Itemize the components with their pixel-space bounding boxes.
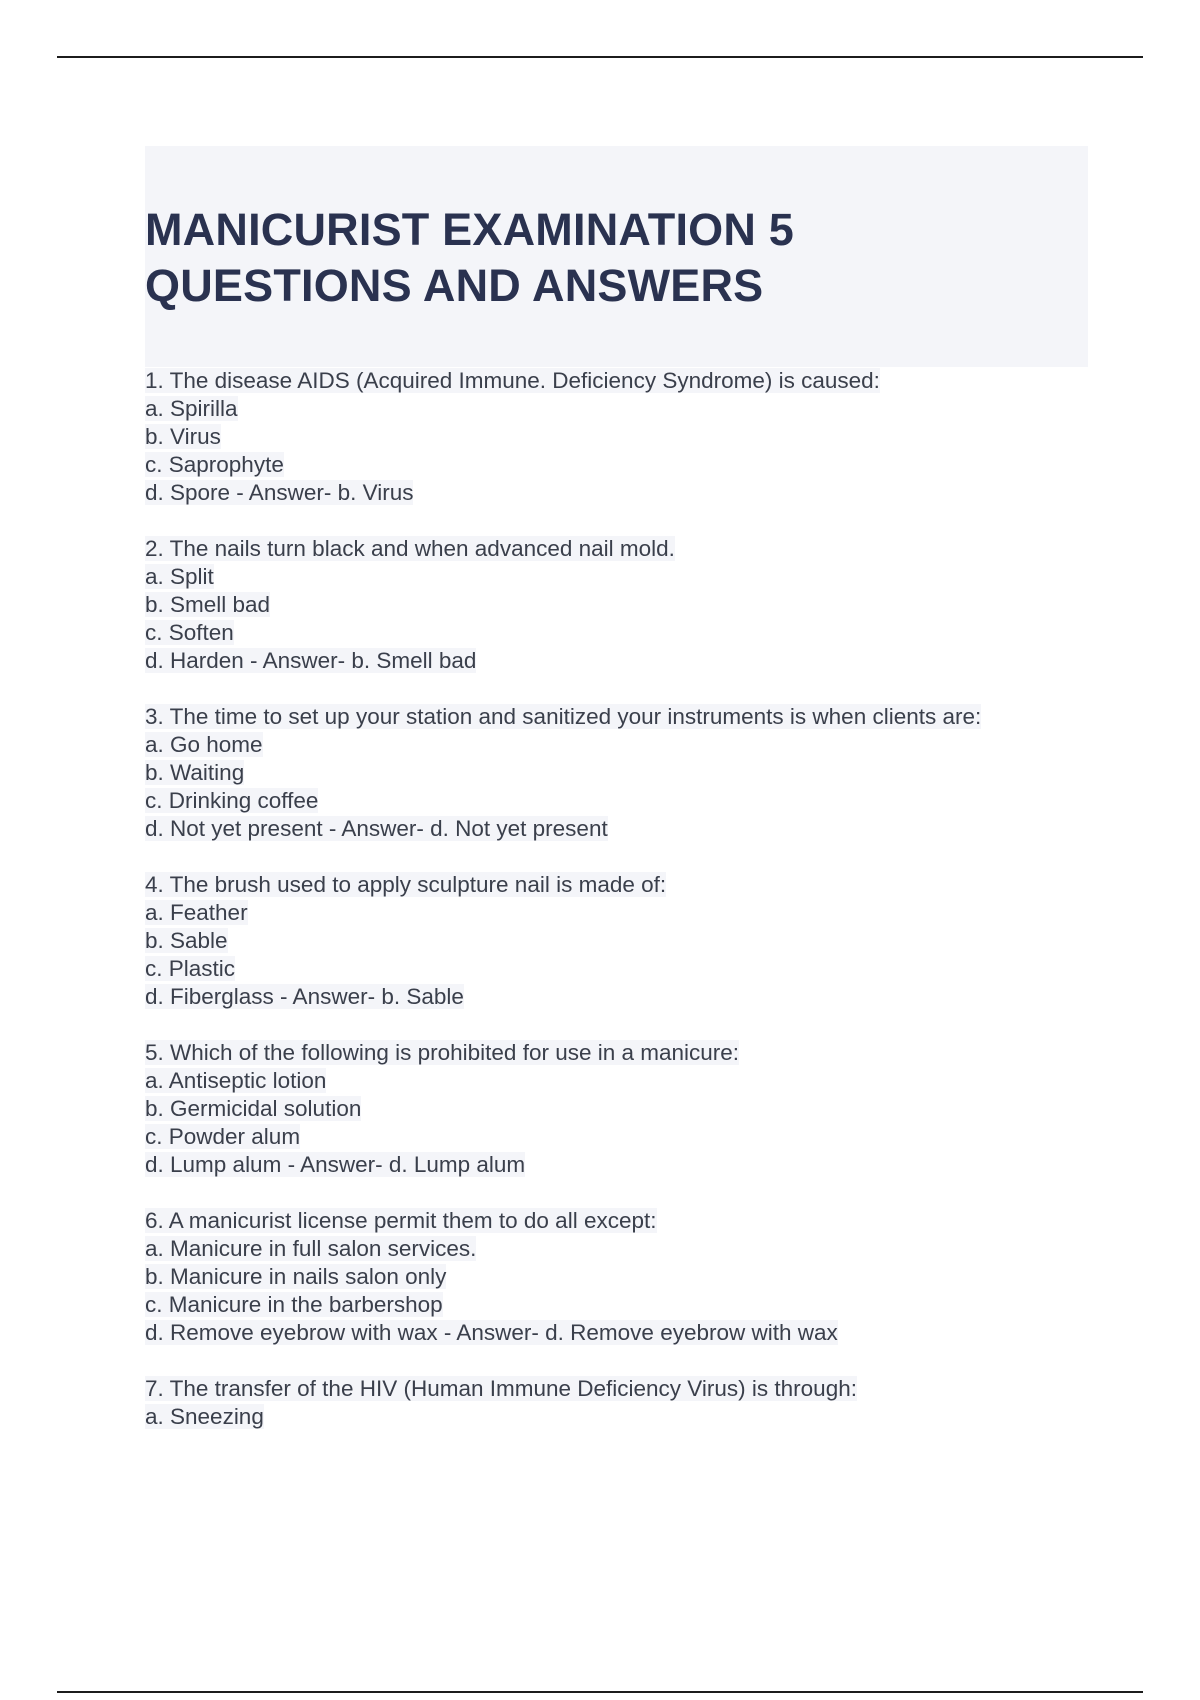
title-block xyxy=(145,146,1088,367)
question-text: 3. The time to set up your station and sanitized your instruments is when clients are: xyxy=(145,704,982,729)
option-a: a. Manicure in full salon services. xyxy=(145,1236,477,1261)
option-d-with-answer: d. Fiberglass - Answer- b. Sable xyxy=(145,984,464,1009)
option-c: c. Plastic xyxy=(145,956,236,981)
option-a: a. Split xyxy=(145,564,214,589)
question-text: 1. The disease AIDS (Acquired Immune. Deficiency Syndrome) is caused: xyxy=(145,368,880,393)
option-a: a. Sneezing xyxy=(145,1404,264,1429)
question-3 xyxy=(145,703,1125,843)
question-text: 7. The transfer of the HIV (Human Immune Deficiency Virus) is through: xyxy=(145,1376,857,1401)
option-b: b. Virus xyxy=(145,424,221,449)
question-list xyxy=(145,367,1125,1459)
question-text: 4. The brush used to apply sculpture nail is made of: xyxy=(145,872,667,897)
option-c: c. Manicure in the barbershop xyxy=(145,1292,443,1317)
option-b: b. Sable xyxy=(145,928,228,953)
option-a: a. Antiseptic lotion xyxy=(145,1068,327,1093)
question-text: 5. Which of the following is prohibited for use in a manicure: xyxy=(145,1040,740,1065)
option-d-with-answer: d. Lump alum - Answer- d. Lump alum xyxy=(145,1152,526,1177)
question-2 xyxy=(145,535,1125,675)
top-rule xyxy=(57,56,1143,58)
option-b: b. Smell bad xyxy=(145,592,271,617)
question-5 xyxy=(145,1039,1125,1179)
bottom-rule xyxy=(57,1691,1143,1693)
question-4 xyxy=(145,871,1125,1011)
option-d-with-answer: d. Not yet present - Answer- d. Not yet present xyxy=(145,816,608,841)
option-a: a. Go home xyxy=(145,732,263,757)
question-text: 2. The nails turn black and when advanced nail mold. xyxy=(145,536,675,561)
question-6 xyxy=(145,1207,1125,1347)
page-title-line-1: MANICURIST EXAMINATION 5 xyxy=(145,204,794,255)
option-c: c. Powder alum xyxy=(145,1124,301,1149)
option-c: c. Drinking coffee xyxy=(145,788,319,813)
question-7 xyxy=(145,1375,1125,1431)
option-d-with-answer: d. Remove eyebrow with wax - Answer- d. Remove eyebrow with wax xyxy=(145,1320,838,1345)
question-1 xyxy=(145,367,1125,507)
option-c: c. Soften xyxy=(145,620,234,645)
option-b: b. Germicidal solution xyxy=(145,1096,362,1121)
option-c: c. Saprophyte xyxy=(145,452,284,477)
option-b: b. Waiting xyxy=(145,760,245,785)
option-d-with-answer: d. Spore - Answer- b. Virus xyxy=(145,480,414,505)
option-d-with-answer: d. Harden - Answer- b. Smell bad xyxy=(145,648,477,673)
option-b: b. Manicure in nails salon only xyxy=(145,1264,447,1289)
question-text: 6. A manicurist license permit them to do all except: xyxy=(145,1208,657,1233)
option-a: a. Feather xyxy=(145,900,248,925)
option-a: a. Spirilla xyxy=(145,396,238,421)
page-title-line-2: QUESTIONS AND ANSWERS xyxy=(145,260,764,311)
